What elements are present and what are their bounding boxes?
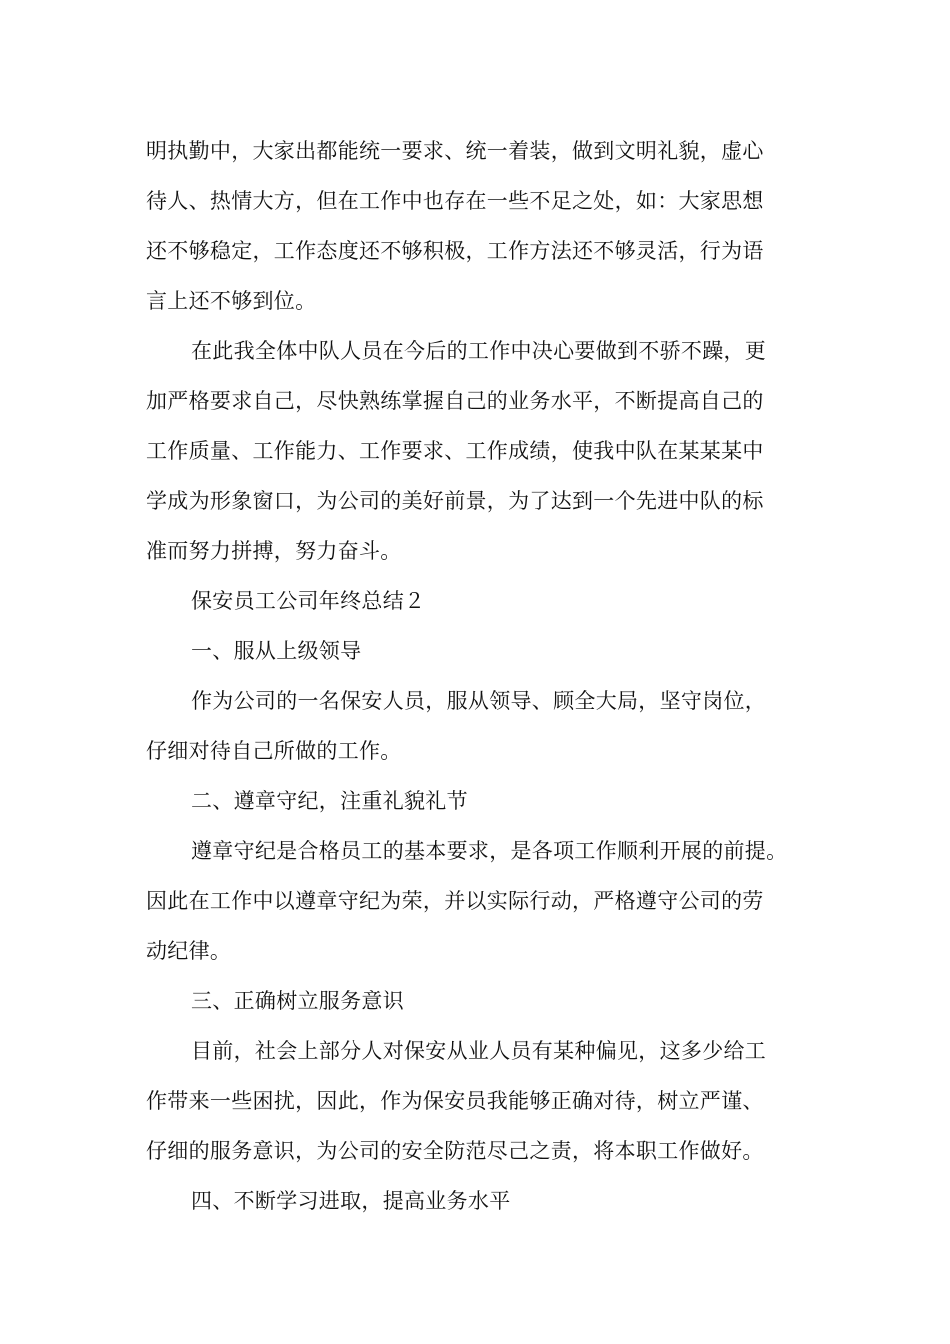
section-title bbox=[146, 576, 816, 626]
section-heading-2 bbox=[146, 776, 816, 826]
text-line: 作带来一些困扰，因此，作为保安员我能够正确对待，树立严谨、 bbox=[146, 1089, 764, 1113]
text-line: 准而努力拼搏，努力奋斗。 bbox=[146, 539, 402, 563]
heading-text: 一、服从上级领导 bbox=[191, 639, 362, 663]
text-line: 学成为形象窗口，为公司的美好前景，为了达到一个先进中队的标 bbox=[146, 489, 764, 513]
section-heading-3 bbox=[146, 976, 816, 1026]
text-line: 加严格要求自己，尽快熟练掌握自己的业务水平，不断提高自己的 bbox=[146, 389, 764, 413]
paragraph bbox=[146, 676, 816, 776]
text-line: 明执勤中，大家出都能统一要求、统一着装，做到文明礼貌，虚心 bbox=[146, 139, 764, 163]
text-line: 遵章守纪是合格员工的基本要求，是各项工作顺利开展的前提。 bbox=[191, 839, 788, 863]
text-line: 目前，社会上部分人对保安从业人员有某种偏见，这多少给工 bbox=[191, 1039, 767, 1063]
paragraph-continued bbox=[146, 126, 816, 326]
heading-text: 四、不断学习进取，提高业务水平 bbox=[191, 1189, 511, 1213]
text-line: 言上还不够到位。 bbox=[146, 289, 317, 313]
text-line: 作为公司的一名保安人员，服从领导、顾全大局，坚守岗位， bbox=[191, 689, 767, 713]
heading-text: 二、遵章守纪，注重礼貌礼节 bbox=[191, 789, 468, 813]
text-line: 待人、热情大方，但在工作中也存在一些不足之处，如：大家思想 bbox=[146, 189, 764, 213]
section-heading-4 bbox=[146, 1176, 816, 1226]
text-line: 仔细的服务意识，为公司的安全防范尽己之责，将本职工作做好。 bbox=[146, 1139, 764, 1163]
text-line: 在此我全体中队人员在今后的工作中决心要做到不骄不躁，更 bbox=[191, 339, 767, 363]
text-line: 仔细对待自己所做的工作。 bbox=[146, 739, 402, 763]
text-line: 还不够稳定，工作态度还不够积极，工作方法还不够灵活，行为语 bbox=[146, 239, 764, 263]
section-heading-1 bbox=[146, 626, 816, 676]
paragraph bbox=[146, 326, 816, 576]
heading-text: 保安员工公司年终总结２ bbox=[191, 589, 426, 613]
paragraph bbox=[146, 1026, 816, 1176]
text-line: 动纪律。 bbox=[146, 939, 232, 963]
heading-text: 三、正确树立服务意识 bbox=[191, 989, 404, 1013]
text-line: 因此在工作中以遵章守纪为荣，并以实际行动，严格遵守公司的劳 bbox=[146, 889, 764, 913]
document-body bbox=[146, 126, 816, 1226]
text-line: 工作质量、工作能力、工作要求、工作成绩，使我中队在某某某中 bbox=[146, 439, 764, 463]
paragraph bbox=[146, 826, 816, 976]
